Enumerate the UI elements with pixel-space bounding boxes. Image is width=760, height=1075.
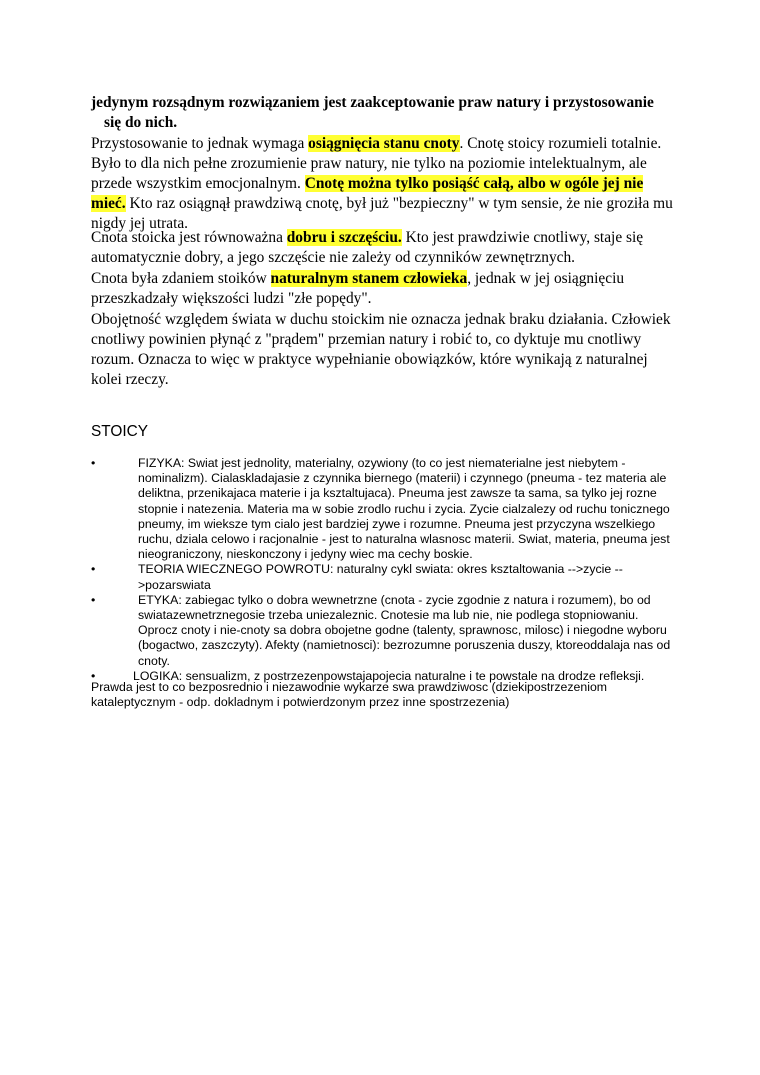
p3-highlight-1: naturalnym stanem człowieka bbox=[270, 270, 468, 287]
p1-highlight-1: osiągnięcia stanu cnoty bbox=[308, 135, 460, 152]
p1-highlight-2: Cnotę można tylko posiąść całą, albo w ogóle jej nie bbox=[304, 175, 644, 192]
list-item-fizyka bbox=[91, 456, 676, 562]
paragraph-natural-state bbox=[91, 269, 676, 309]
paragraph-virtue-adaptation bbox=[91, 134, 676, 234]
intro-line-1: jedynym rozsądnym rozwiązaniem jest zaakceptowanie praw natury i przystosowanie bbox=[91, 94, 654, 111]
paragraph-virtue-equivalence bbox=[91, 228, 676, 268]
list-item-teoria bbox=[91, 562, 676, 592]
p3-text-1: Cnota była zdaniem stoików bbox=[91, 270, 271, 287]
intro-paragraph bbox=[91, 93, 676, 133]
p1-text-2: . Cnotę stoicy rozumieli totalnie. Było to dla nich pełne zrozumienie praw natury, nie tylko na poziomie intelektualnym, ale przede wszystkim emocjonalnym. bbox=[91, 135, 662, 192]
paragraph-indifference bbox=[91, 310, 676, 390]
p2-text-1: Cnota stoicka jest równoważna bbox=[91, 229, 287, 246]
p1-text-1: Przystosowanie to jednak wymaga bbox=[91, 135, 309, 152]
intro-line-2: się do nich. bbox=[104, 114, 178, 131]
stoicy-list bbox=[91, 456, 676, 684]
p1-highlight-3: mieć. bbox=[91, 195, 126, 212]
bullet-icon: • bbox=[91, 456, 96, 470]
list-item-etyka bbox=[91, 593, 676, 669]
bullet-icon: • bbox=[91, 592, 96, 607]
stoicy-heading: STOICY bbox=[91, 423, 149, 440]
p2-highlight-1: dobru i szczęściu. bbox=[286, 229, 402, 246]
list-item-text: ETYKA: zabiegac tylko o dobra wewnetrzne (cnota - zycie zgodnie z natura i rozumem), bo od swiatazewnetrznegosie trzeba uniezaleznic. Cnotesie ma lub nie, nie podlega stopniowaniu. Oprocz cnoty i nie-cnoty sa dobra obojetne godne (talenty, sprawnosc, milosc) i niegodne wyboru (bogactwo, zaszczyty). Afekty (namietnosci): bezrozumne poruszenia duszy, ktoreoddalaja nas od cnoty. bbox=[138, 592, 671, 668]
list-item-text: FIZYKA: Swiat jest jednolity, materialny, ozywiony (to co jest niematerialne jest niebytem - nominalizm). Cialaskladajasie z czynnika biernego (materii) i czynnego (pneuma - tez materia ale deliktna, przenikajaca materie i ja ksztaltujaca). Pneuma jest zawsze ta sama, sa tylko jej rozne stopnie i natezenia. Materia ma w sobie zrodlo ruchu i zycia. Zycie cialzalezy od ruchu tonicznego pneumy, im wieksze tym cialo jest bardziej zywe i rozumne. Pneuma jest przyczyna wszelkiego ruchu, dziala celowo i racjonalnie - jest to naturalna wlasnosc materii. Swiat, materia, pneuma jest nieograniczony, nieskonczony i jedyny wiec ma cechy boskie. bbox=[138, 456, 670, 562]
list-item-text: TEORIA WIECZNEGO POWROTU: naturalny cykl swiata: okres ksztaltowania -->zycie -->pozarswiata bbox=[138, 562, 623, 592]
list-item-text: LOGIKA: sensualizm, z postrzezenpowstajapojecia naturalne i te powstale na drodze refleksji. bbox=[133, 668, 645, 683]
bullet-icon: • bbox=[91, 562, 96, 577]
p4-text-1: Obojętność względem świata w duchu stoickim nie oznacza jednak braku działania. Człowiek cnotliwy powinien płynąć z "prądem" przemian natury i robić to, co dyktuje mu cnotliwy rozum. Oznacza to więc w praktyce wypełnianie obowiązków, które wynikają z naturalnej kolei rzeczy. bbox=[91, 311, 671, 388]
p1-text-3: Kto raz osiągnął prawdziwą cnotę, był już "bezpieczny" w tym sensie, że nie groziła mu nigdy jej utrata. bbox=[91, 195, 673, 232]
p2-text-2: Kto jest prawdziwie cnotliwy, staje się automatycznie dobry, a jego szczęście nie zależy od czynników zewnętrznych. bbox=[91, 229, 644, 266]
bullet-icon: • bbox=[91, 668, 96, 683]
logika-continuation: Prawda jest to co bezposrednio i niezawodnie wykarze swa prawdziwosc (dziekipostrzezeniom kataleptycznym - odp. dokladnym i potwierdzonym przez inne spostrzezenia) bbox=[91, 680, 608, 710]
p3-text-2: , jednak w jej osiągnięciu przeszkadzały większości ludzi "złe popędy". bbox=[91, 270, 625, 307]
